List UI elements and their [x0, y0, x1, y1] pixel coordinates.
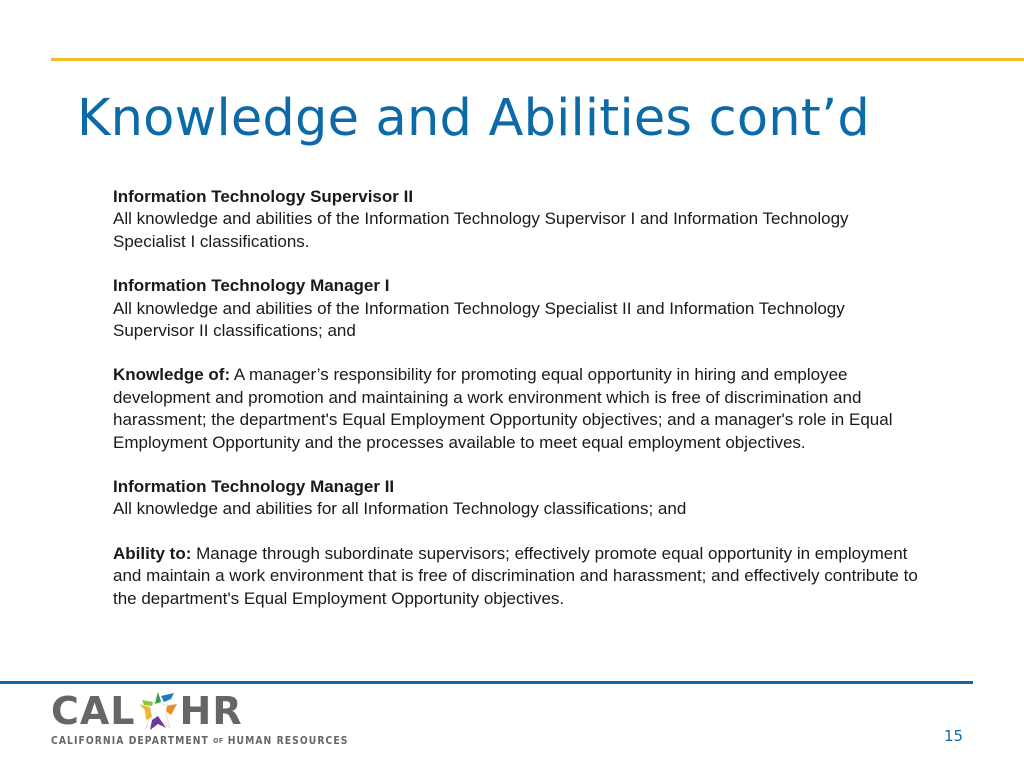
top-divider — [51, 58, 1024, 61]
lead-label: Knowledge of: — [113, 365, 231, 385]
section-it-supervisor-ii — [113, 186, 923, 253]
logo-text-right: HR — [179, 689, 243, 733]
logo-subtitle-part: CALIFORNIA DEPARTMENT — [51, 735, 214, 747]
logo-subtitle-of: OF — [213, 737, 224, 745]
paragraph — [113, 543, 923, 610]
section-text: All knowledge and abilities for all Information Technology classifications; and — [113, 499, 687, 519]
section-it-manager-i — [113, 275, 923, 342]
section-ability-to — [113, 543, 923, 610]
calhr-logo — [51, 689, 349, 750]
paragraph-text: Manage through subordinate supervisors; effectively promote equal opportunity in employment and maintain a work environment that is free of discrimination and harassment; and effectively contribute to the department's Equal Employment Opportunity objectives. — [113, 543, 918, 608]
lead-label: Ability to: — [113, 543, 192, 563]
slide-title: Knowledge and Abilities cont’d — [77, 89, 870, 148]
logo-text-left: CAL — [51, 689, 136, 733]
section-knowledge-of — [113, 364, 923, 454]
section-heading: Information Technology Manager I — [113, 276, 390, 296]
bottom-divider — [0, 681, 973, 684]
slide-body — [113, 186, 923, 632]
logo-wordmark — [51, 690, 243, 732]
section-heading: Information Technology Manager II — [113, 477, 395, 497]
logo-subtitle — [51, 735, 348, 747]
section-text: All knowledge and abilities of the Information Technology Specialist II and Information Technology Supervisor II classifications; and — [113, 298, 845, 341]
page-number: 15 — [944, 727, 964, 745]
paragraph — [113, 364, 923, 454]
logo-subtitle-part: HUMAN RESOURCES — [223, 735, 349, 747]
section-text: All knowledge and abilities of the Information Technology Supervisor I and Information Technology Specialist I classifications. — [113, 209, 849, 251]
section-heading: Information Technology Supervisor II — [113, 187, 414, 206]
star-icon — [138, 690, 178, 732]
section-it-manager-ii — [113, 476, 923, 521]
paragraph-text: A manager’s responsibility for promoting equal opportunity in hiring and employee development and promotion and maintaining a work environment which is free of discrimination and harassment; the department's Equal Employment Opportunity objectives; and a manager's role in Equal Employment Opportunity and the processes available to meet equal employment objectives. — [113, 365, 893, 452]
